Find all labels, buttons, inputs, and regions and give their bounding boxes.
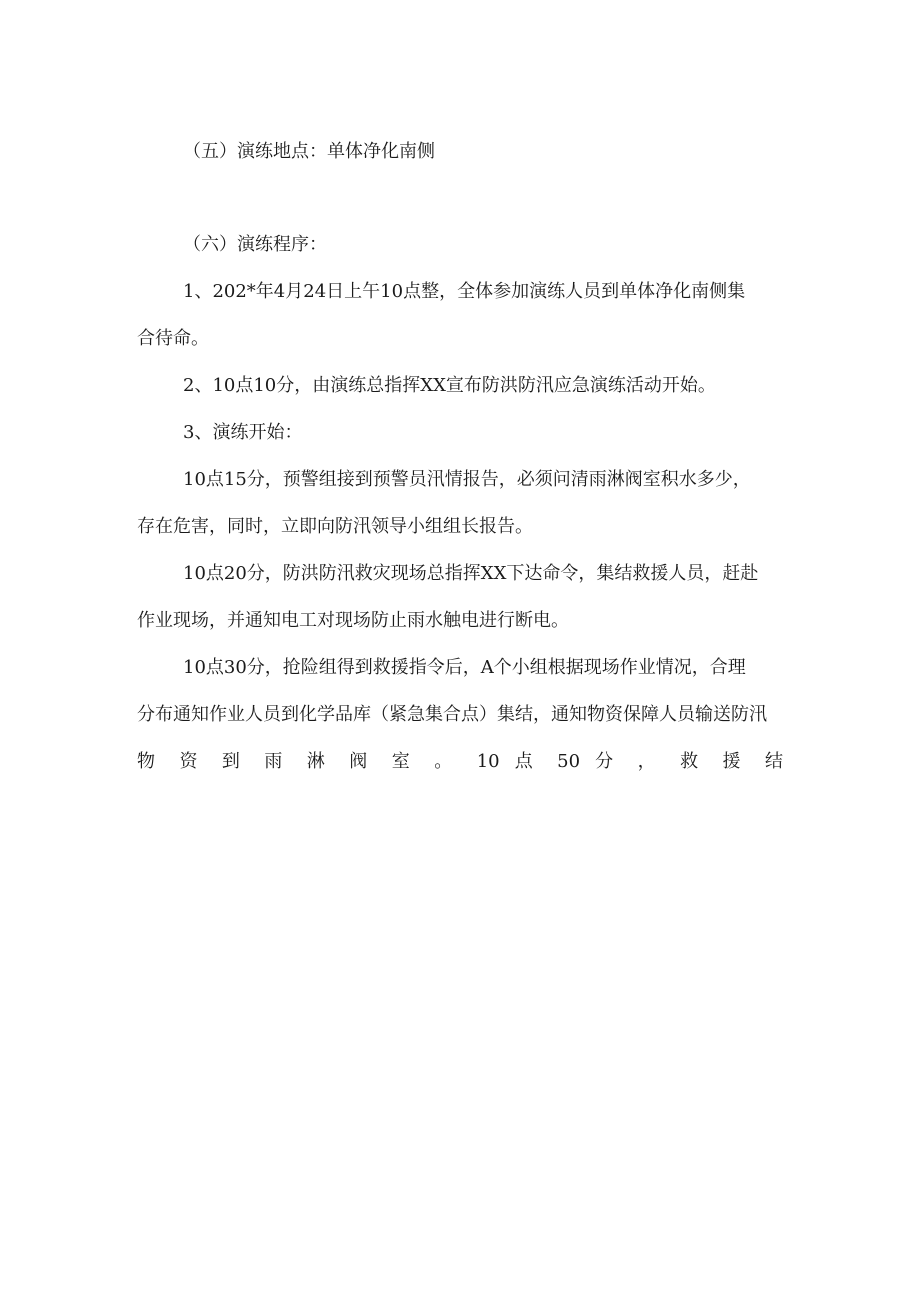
step-1015-line-2: 存在危害，同时，立即向防汛领导小组组长报告。 xyxy=(137,516,533,537)
procedure-item-2-text: 2、10点10分，由演练总指挥XX宣布防洪防汛应急演练活动开始。 xyxy=(183,375,716,396)
section-procedure-text: （六）演练程序： xyxy=(183,234,327,255)
step-1015-line-1: 10点15分，预警组接到预警员汛情报告，必须问清雨淋阀室积水多少， xyxy=(183,469,751,490)
step-1030-line-1: 10点30分，抢险组得到救援指令后，A个小组根据现场作业情况，合理 xyxy=(183,657,746,678)
step-1030-line-3: 物 资 到 雨 淋 阀 室 。 10 点 50 分 ， 救 援 结 xyxy=(137,751,783,772)
step-1020-line-1: 10点20分，防洪防汛救灾现场总指挥XX下达命令，集结救援人员，赶赴 xyxy=(183,563,759,584)
procedure-item-2 xyxy=(137,362,783,409)
procedure-item-3-text: 3、演练开始： xyxy=(183,422,303,443)
step-1020-line-2: 作业现场，并通知电工对现场防止雨水触电进行断电。 xyxy=(137,610,569,631)
procedure-item-1 xyxy=(137,268,783,362)
procedure-item-1-line-1: 1、202*年4月24日上午10点整，全体参加演练人员到单体净化南侧集 xyxy=(183,281,746,302)
section-procedure xyxy=(137,221,783,268)
section-location-text: （五）演练地点：单体净化南侧 xyxy=(183,141,435,162)
procedure-item-1-line-2: 合待命。 xyxy=(137,328,209,349)
section-location xyxy=(137,128,783,175)
step-1015 xyxy=(137,456,783,550)
step-1020 xyxy=(137,550,783,644)
step-1030 xyxy=(137,644,783,785)
step-1030-line-2: 分布通知作业人员到化学品库（紧急集合点）集结，通知物资保障人员输送防汛 xyxy=(137,704,767,725)
procedure-item-3 xyxy=(137,409,783,456)
